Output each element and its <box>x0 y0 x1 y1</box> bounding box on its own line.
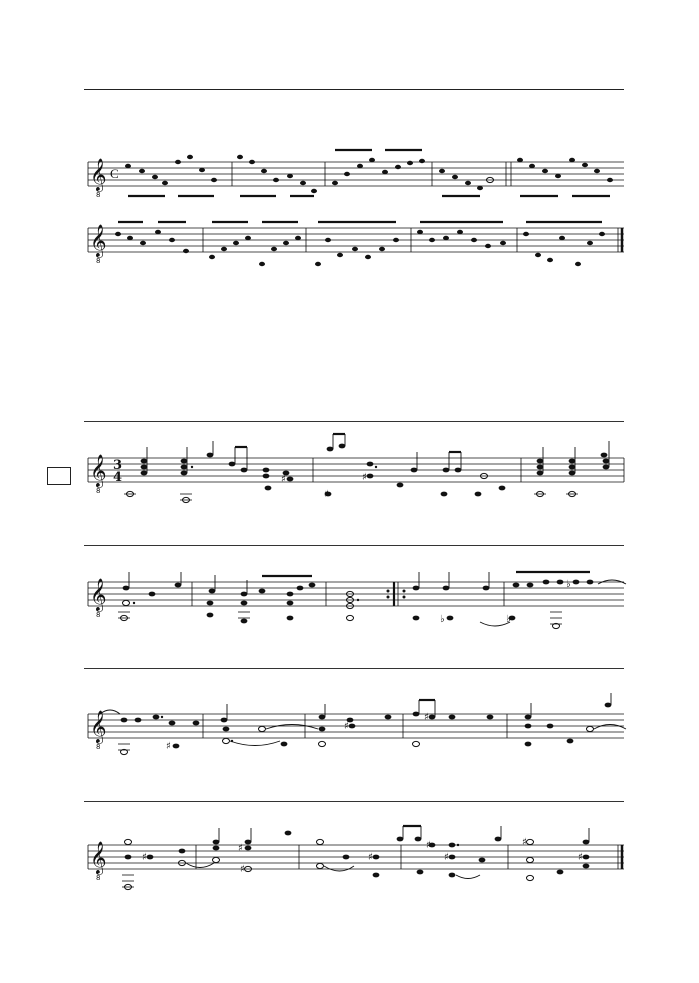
svg-text:♭: ♭ <box>440 614 445 625</box>
example2-staff-1 <box>88 458 624 482</box>
svg-text:𝄞: 𝄞 <box>90 578 107 611</box>
svg-text:♯: ♯ <box>344 721 349 732</box>
example2-staff-2 <box>88 582 624 606</box>
svg-text:4: 4 <box>113 470 123 485</box>
example2-accidentals <box>142 472 583 875</box>
svg-text:♯: ♯ <box>240 864 245 875</box>
svg-text:♯: ♯ <box>426 840 431 851</box>
svg-text:♯: ♯ <box>444 852 449 863</box>
svg-text:8: 8 <box>96 257 101 265</box>
svg-text:8: 8 <box>96 874 101 882</box>
svg-text:𝄞: 𝄞 <box>90 841 107 874</box>
svg-text:𝄞: 𝄞 <box>90 710 107 743</box>
svg-text:♯: ♯ <box>578 852 583 863</box>
time-signature-3-4-icon <box>113 458 122 485</box>
svg-text:♯: ♯ <box>324 489 329 500</box>
svg-text:♯: ♯ <box>362 472 367 483</box>
example2-staff-3 <box>88 714 624 738</box>
svg-text:♯: ♯ <box>238 843 243 854</box>
svg-text:♯: ♯ <box>368 852 373 863</box>
svg-text:3: 3 <box>113 458 123 473</box>
svg-text:𝄞: 𝄞 <box>90 224 107 257</box>
example2-staff-4 <box>88 845 624 869</box>
svg-text:♭: ♭ <box>566 579 571 590</box>
svg-text:♯: ♯ <box>522 837 527 848</box>
svg-text:8: 8 <box>96 191 101 199</box>
ties <box>100 580 626 879</box>
svg-text:♯: ♯ <box>142 852 147 863</box>
example2-stems <box>129 434 611 842</box>
svg-text:8: 8 <box>96 611 101 619</box>
svg-text:♯: ♯ <box>281 474 286 485</box>
example2-noteheads <box>121 444 612 890</box>
svg-text:8: 8 <box>96 743 101 751</box>
svg-text:𝄞: 𝄞 <box>90 158 107 191</box>
svg-text:𝄞: 𝄞 <box>90 454 107 487</box>
svg-text:♭: ♭ <box>506 614 511 625</box>
svg-text:8: 8 <box>96 487 101 495</box>
common-time-icon: C <box>110 166 119 181</box>
ledger-lines <box>118 494 578 887</box>
treble-clef-8vb-icon <box>90 454 107 882</box>
dots <box>133 466 459 846</box>
svg-text:♯: ♯ <box>166 741 171 752</box>
svg-text:♯: ♯ <box>424 712 429 723</box>
